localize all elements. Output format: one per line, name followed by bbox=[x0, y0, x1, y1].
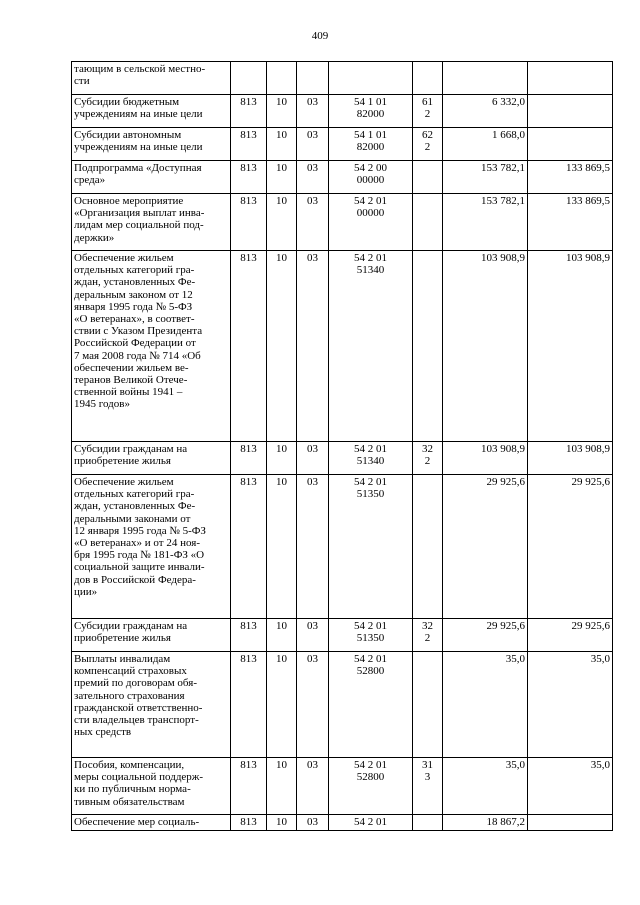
table-row bbox=[72, 194, 613, 251]
cell-section: 10 bbox=[267, 815, 297, 831]
cell-target-article bbox=[329, 815, 413, 831]
cell-subsection: 03 bbox=[297, 95, 329, 128]
cell-subsection: 03 bbox=[297, 161, 329, 194]
table-row bbox=[72, 251, 613, 442]
table-row bbox=[72, 62, 613, 95]
name-line: ствии с Указом Президента bbox=[74, 325, 203, 338]
cell-amount-1: 103 908,9 bbox=[443, 251, 528, 442]
cell-amount-2: 29 925,6 bbox=[528, 619, 613, 652]
table-row bbox=[72, 619, 613, 652]
cell-expense-type-line: 2 bbox=[424, 455, 431, 468]
cell-expense-type-line: 31 bbox=[422, 759, 433, 771]
name-line: Субсидии гражданам на bbox=[74, 443, 188, 455]
cell-amount-2: 29 925,6 bbox=[528, 475, 613, 619]
cell-target-article-line: 54 2 00 bbox=[354, 162, 387, 174]
cell-expense-type bbox=[413, 652, 443, 758]
cell-amount-2: 133 869,5 bbox=[528, 161, 613, 194]
table-row bbox=[72, 128, 613, 161]
name-line: держки» bbox=[74, 231, 115, 244]
cell-section: 10 bbox=[267, 652, 297, 758]
cell-section: 10 bbox=[267, 128, 297, 161]
name-line: сти владельцев транспорт- bbox=[74, 714, 199, 727]
cell-expense-type-line: 2 bbox=[424, 141, 431, 154]
cell-section: 10 bbox=[267, 758, 297, 815]
cell-expense-type-line: 2 bbox=[424, 108, 431, 121]
cell-ministry: 813 bbox=[231, 815, 267, 831]
table-row bbox=[72, 758, 613, 815]
cell-expense-type bbox=[413, 62, 443, 95]
cell-target-article-line: 00000 bbox=[356, 207, 385, 220]
cell-ministry: 813 bbox=[231, 652, 267, 758]
cell-target-article-line: 54 2 01 bbox=[354, 476, 387, 488]
cell-name bbox=[72, 62, 231, 95]
cell-name bbox=[72, 758, 231, 815]
cell-section: 10 bbox=[267, 161, 297, 194]
name-line: ственной войны 1941 – bbox=[74, 386, 183, 399]
name-line: ции» bbox=[74, 585, 98, 598]
cell-expense-type bbox=[413, 758, 443, 815]
name-line: Основное мероприятие bbox=[74, 195, 184, 207]
cell-target-article bbox=[329, 95, 413, 128]
cell-target-article-line: 54 2 01 bbox=[354, 816, 387, 828]
cell-ministry: 813 bbox=[231, 251, 267, 442]
name-line: социальной защите инвали- bbox=[74, 561, 205, 574]
cell-target-article bbox=[329, 758, 413, 815]
table-row bbox=[72, 95, 613, 128]
cell-target-article-line: 51340 bbox=[356, 455, 385, 468]
cell-target-article bbox=[329, 251, 413, 442]
cell-subsection: 03 bbox=[297, 475, 329, 619]
cell-target-article-line: 51350 bbox=[356, 488, 385, 501]
name-line: тивным обязательствам bbox=[74, 795, 185, 808]
name-line: ждан, установленных Фе- bbox=[74, 500, 196, 513]
cell-target-article-line: 82000 bbox=[356, 108, 385, 121]
cell-target-article bbox=[329, 442, 413, 475]
name-line: сти bbox=[74, 75, 90, 88]
cell-target-article-line: 54 2 01 bbox=[354, 620, 387, 632]
cell-amount-2 bbox=[528, 128, 613, 161]
cell-expense-type bbox=[413, 442, 443, 475]
cell-subsection: 03 bbox=[297, 758, 329, 815]
name-line: «О ветеранах», в соответ- bbox=[74, 313, 195, 326]
name-line: теранов Великой Отече- bbox=[74, 374, 188, 387]
name-line: тающим в сельской местно- bbox=[74, 63, 206, 75]
cell-name bbox=[72, 251, 231, 442]
name-line: компенсаций страховых bbox=[74, 665, 187, 678]
name-line: «Организация выплат инва- bbox=[74, 207, 205, 220]
cell-name bbox=[72, 815, 231, 831]
cell-target-article bbox=[329, 475, 413, 619]
cell-expense-type-line: 3 bbox=[424, 771, 431, 784]
cell-target-article bbox=[329, 652, 413, 758]
cell-amount-1 bbox=[443, 62, 528, 95]
cell-subsection: 03 bbox=[297, 194, 329, 251]
cell-expense-type bbox=[413, 128, 443, 161]
cell-target-article-line: 82000 bbox=[356, 141, 385, 154]
cell-section: 10 bbox=[267, 194, 297, 251]
name-line: Обеспечение жильем bbox=[74, 476, 174, 488]
cell-expense-type bbox=[413, 815, 443, 831]
cell-expense-type bbox=[413, 95, 443, 128]
cell-amount-1: 153 782,1 bbox=[443, 161, 528, 194]
cell-section bbox=[267, 62, 297, 95]
table-row bbox=[72, 475, 613, 619]
name-line: дов в Российской Федера- bbox=[74, 573, 196, 586]
name-line: Обеспечение жильем bbox=[74, 252, 174, 264]
cell-section: 10 bbox=[267, 619, 297, 652]
budget-table bbox=[71, 61, 613, 831]
cell-name bbox=[72, 442, 231, 475]
cell-amount-2: 133 869,5 bbox=[528, 194, 613, 251]
cell-amount-2 bbox=[528, 62, 613, 95]
cell-amount-1: 1 668,0 bbox=[443, 128, 528, 161]
cell-target-article-line: 52800 bbox=[356, 771, 385, 784]
cell-amount-1: 6 332,0 bbox=[443, 95, 528, 128]
cell-subsection: 03 bbox=[297, 442, 329, 475]
name-line: «О ветеранах» и от 24 ноя- bbox=[74, 537, 200, 550]
cell-name bbox=[72, 475, 231, 619]
name-line: ки по публичным норма- bbox=[74, 783, 191, 796]
name-line: Субсидии автономным bbox=[74, 129, 182, 141]
table-row bbox=[72, 161, 613, 194]
cell-target-article bbox=[329, 128, 413, 161]
cell-ministry: 813 bbox=[231, 758, 267, 815]
cell-ministry: 813 bbox=[231, 161, 267, 194]
cell-ministry: 813 bbox=[231, 475, 267, 619]
name-line: отдельных категорий гра- bbox=[74, 488, 195, 501]
name-line: Субсидии бюджетным bbox=[74, 96, 180, 108]
cell-amount-2: 103 908,9 bbox=[528, 251, 613, 442]
name-line: Пособия, компенсации, bbox=[74, 759, 185, 771]
name-line: лидам мер социальной под- bbox=[74, 219, 204, 232]
name-line: Российской Федерации от bbox=[74, 337, 196, 350]
cell-target-article bbox=[329, 62, 413, 95]
cell-section: 10 bbox=[267, 251, 297, 442]
cell-amount-2: 35,0 bbox=[528, 758, 613, 815]
name-line: Подпрограмма «Доступная bbox=[74, 162, 202, 174]
name-line: 12 января 1995 года № 5-ФЗ bbox=[74, 524, 206, 537]
cell-target-article-line: 54 1 01 bbox=[354, 129, 387, 141]
name-line: учреждениям на иные цели bbox=[74, 108, 203, 121]
cell-target-article-line: 54 2 01 bbox=[354, 443, 387, 455]
cell-amount-1: 35,0 bbox=[443, 652, 528, 758]
cell-ministry: 813 bbox=[231, 95, 267, 128]
name-line: приобретение жилья bbox=[74, 455, 171, 468]
name-line: гражданской ответственно- bbox=[74, 701, 203, 714]
cell-name bbox=[72, 619, 231, 652]
name-line: января 1995 года № 5-ФЗ bbox=[74, 300, 193, 313]
cell-subsection: 03 bbox=[297, 251, 329, 442]
cell-target-article-line: 52800 bbox=[356, 665, 385, 678]
name-line: ждан, установленных Фе- bbox=[74, 276, 196, 289]
cell-amount-1: 29 925,6 bbox=[443, 475, 528, 619]
cell-target-article-line: 54 2 01 bbox=[354, 252, 387, 264]
cell-expense-type-line: 61 bbox=[422, 96, 433, 108]
name-line: Субсидии гражданам на bbox=[74, 620, 188, 632]
cell-name bbox=[72, 95, 231, 128]
cell-target-article-line: 51340 bbox=[356, 264, 385, 277]
name-line: меры социальной поддерж- bbox=[74, 771, 204, 784]
cell-name bbox=[72, 161, 231, 194]
name-line: Обеспечение мер социаль- bbox=[74, 816, 200, 828]
cell-ministry: 813 bbox=[231, 194, 267, 251]
cell-amount-1: 153 782,1 bbox=[443, 194, 528, 251]
cell-subsection: 03 bbox=[297, 652, 329, 758]
cell-ministry: 813 bbox=[231, 442, 267, 475]
name-line: премий по договорам обя- bbox=[74, 677, 197, 690]
name-line: учреждениям на иные цели bbox=[74, 141, 203, 154]
cell-name bbox=[72, 128, 231, 161]
cell-expense-type bbox=[413, 194, 443, 251]
cell-amount-1: 35,0 bbox=[443, 758, 528, 815]
cell-subsection: 03 bbox=[297, 128, 329, 161]
table-row bbox=[72, 652, 613, 758]
table-row bbox=[72, 442, 613, 475]
cell-target-article-line: 00000 bbox=[356, 174, 385, 187]
cell-amount-1: 103 908,9 bbox=[443, 442, 528, 475]
cell-target-article bbox=[329, 619, 413, 652]
name-line: приобретение жилья bbox=[74, 632, 171, 645]
name-line: 7 мая 2008 года № 714 «Об bbox=[74, 349, 201, 362]
cell-ministry bbox=[231, 62, 267, 95]
cell-target-article bbox=[329, 194, 413, 251]
cell-expense-type bbox=[413, 251, 443, 442]
cell-amount-1: 18 867,2 bbox=[443, 815, 528, 831]
cell-section: 10 bbox=[267, 442, 297, 475]
table-row bbox=[72, 815, 613, 831]
cell-target-article-line: 54 2 01 bbox=[354, 759, 387, 771]
name-line: деральным законом от 12 bbox=[74, 288, 193, 301]
cell-target-article-line: 54 2 01 bbox=[354, 195, 387, 207]
name-line: зательного страхования bbox=[74, 689, 185, 702]
name-line: отдельных категорий гра- bbox=[74, 264, 195, 277]
name-line: среда» bbox=[74, 174, 106, 187]
cell-expense-type-line: 62 bbox=[422, 129, 433, 141]
cell-expense-type bbox=[413, 619, 443, 652]
cell-subsection bbox=[297, 62, 329, 95]
name-line: деральными законами от bbox=[74, 512, 191, 525]
page-number: 409 bbox=[311, 30, 329, 42]
cell-amount-2 bbox=[528, 815, 613, 831]
cell-expense-type bbox=[413, 475, 443, 619]
name-line: бря 1995 года № 181-ФЗ «О bbox=[74, 549, 205, 562]
cell-target-article-line: 54 2 01 bbox=[354, 653, 387, 665]
cell-ministry: 813 bbox=[231, 619, 267, 652]
cell-target-article bbox=[329, 161, 413, 194]
cell-section: 10 bbox=[267, 475, 297, 619]
cell-expense-type bbox=[413, 161, 443, 194]
cell-section: 10 bbox=[267, 95, 297, 128]
cell-subsection: 03 bbox=[297, 815, 329, 831]
cell-amount-2 bbox=[528, 95, 613, 128]
cell-amount-2: 103 908,9 bbox=[528, 442, 613, 475]
cell-name bbox=[72, 652, 231, 758]
cell-target-article-line: 54 1 01 bbox=[354, 96, 387, 108]
cell-subsection: 03 bbox=[297, 619, 329, 652]
name-line: обеспечении жильем ве- bbox=[74, 361, 189, 374]
name-line: ных средств bbox=[74, 726, 132, 739]
cell-expense-type-line: 32 bbox=[422, 443, 433, 455]
cell-expense-type-line: 32 bbox=[422, 620, 433, 632]
cell-ministry: 813 bbox=[231, 128, 267, 161]
cell-target-article-line: 51350 bbox=[356, 632, 385, 645]
cell-expense-type-line: 2 bbox=[424, 632, 431, 645]
cell-amount-1: 29 925,6 bbox=[443, 619, 528, 652]
cell-amount-2: 35,0 bbox=[528, 652, 613, 758]
name-line: Выплаты инвалидам bbox=[74, 653, 171, 665]
name-line: 1945 годов» bbox=[74, 398, 130, 411]
budget-table-body bbox=[72, 62, 613, 831]
cell-name bbox=[72, 194, 231, 251]
